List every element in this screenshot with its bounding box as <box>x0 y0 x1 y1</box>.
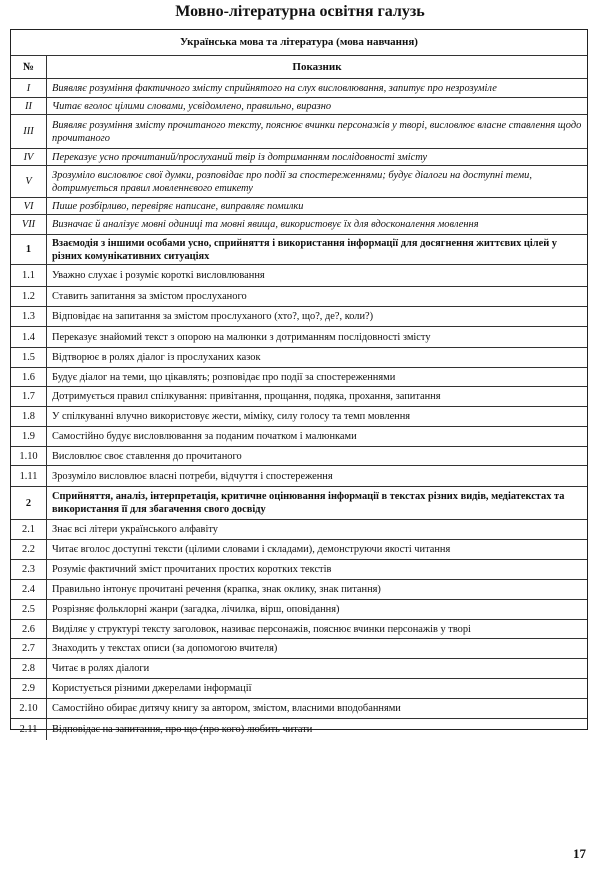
row-indicator: Переказує усно прочитаний/прослуханий твір із дотриманням послідовності змісту <box>52 151 428 163</box>
row-number: 1.3 <box>11 307 47 326</box>
row-number: VI <box>11 198 47 214</box>
row-indicator: Виявляє розуміння змісту прочитаного тексту, пояснює вчинки персонажів у творі, висловлює власне ставлення щодо прочитаного <box>52 119 582 144</box>
table-row <box>11 215 587 235</box>
table-row <box>11 447 587 466</box>
section-row <box>11 235 587 265</box>
table-row <box>11 699 587 719</box>
row-indicator: Читає в ролях діалоги <box>52 663 150 674</box>
row-indicator: Зрозуміло висловлює свої думки, розповідає про події за спостереженнями; будує діалоги на доступні теми, дотримується правил мовленнєвого етикету <box>52 169 532 194</box>
table-row <box>11 620 587 639</box>
row-indicator: Знаходить у текстах описи (за допомогою вчителя) <box>52 643 278 654</box>
row-indicator: Користується різними джерелами інформації <box>52 683 252 694</box>
row-number: 1.2 <box>11 287 47 306</box>
indicators-table <box>10 29 588 735</box>
table-row <box>11 427 587 447</box>
table-row <box>11 348 587 368</box>
row-number: V <box>11 166 47 197</box>
page-title: Мовно-літературна освітня галузь <box>175 3 425 20</box>
row-number: 1.11 <box>11 466 47 486</box>
subject-header: Українська мова та література (мова навчання) <box>11 30 587 56</box>
number-column-header: № <box>11 56 47 78</box>
table-body <box>11 79 587 740</box>
row-number: 2.7 <box>11 639 47 658</box>
table-row <box>11 149 587 166</box>
table-row <box>11 265 587 287</box>
table-row <box>11 287 587 307</box>
table-row <box>11 466 587 487</box>
row-indicator: Правильно інтонує прочитані речення (крапка, знак оклику, знак питання) <box>52 584 381 595</box>
row-number: 1.9 <box>11 427 47 446</box>
table-row <box>11 580 587 600</box>
row-indicator: Читає вголос доступні тексти (цілими словами і складами), демонструючи якості читання <box>52 544 451 555</box>
row-number: IV <box>11 149 47 165</box>
row-number: I <box>11 79 47 97</box>
row-number: 2.11 <box>11 719 47 740</box>
row-indicator: Виділяє у структурі тексту заголовок, називає персонажів, пояснює вчинки персонажів у творі <box>52 623 471 635</box>
page-number: 17 <box>573 846 586 861</box>
row-number: III <box>11 115 47 148</box>
row-indicator: Уважно слухає і розуміє короткі висловлювання <box>52 270 265 281</box>
row-indicator: Висловлює своє ставлення до прочитаного <box>52 450 242 462</box>
row-indicator: Виявляє розуміння фактичного змісту сприйнятого на слух висловлювання, запитує про незрозуміле <box>52 82 497 94</box>
row-indicator: Дотримується правил спілкування: привітання, прощання, подяка, прохання, запитання <box>52 391 441 402</box>
row-indicator: Визначає й аналізує мовні одиниці та мовні явища, використовує їх для вдосконалення мовлення <box>52 219 479 230</box>
row-number: 2.4 <box>11 580 47 599</box>
row-number: 2.5 <box>11 600 47 619</box>
row-indicator: Переказує знайомий текст з опорою на малюнки з дотриманням послідовності змісту <box>52 331 431 343</box>
row-number: II <box>11 98 47 114</box>
table-row <box>11 79 587 98</box>
row-number: 1 <box>11 235 47 264</box>
row-indicator: Самостійно будує висловлювання за поданим початком і малюнками <box>52 431 357 442</box>
row-number: 1.10 <box>11 447 47 465</box>
row-indicator: Відтворює в ролях діалог із прослуханих казок <box>52 352 261 363</box>
section-row <box>11 487 587 520</box>
row-number: 2 <box>11 487 47 519</box>
row-number: VII <box>11 215 47 234</box>
row-indicator: Ставить запитання за змістом прослуханого <box>52 291 247 302</box>
table-row <box>11 719 587 740</box>
row-number: 2.6 <box>11 620 47 638</box>
row-number: 1.8 <box>11 407 47 426</box>
table-row <box>11 115 587 149</box>
row-indicator: У спілкуванні влучно використовує жести, міміку, силу голосу та темп мовлення <box>52 411 411 422</box>
table-row <box>11 639 587 659</box>
row-number: 1.5 <box>11 348 47 367</box>
row-number: 1.7 <box>11 387 47 406</box>
table-row <box>11 98 587 115</box>
indicator-column-header: Показник <box>292 61 342 73</box>
row-number: 2.10 <box>11 699 47 718</box>
row-number: 1.4 <box>11 327 47 347</box>
table-row <box>11 679 587 699</box>
row-number: 2.1 <box>11 520 47 539</box>
row-indicator: Відповідає на запитання, про що (про кого) любить читати <box>52 724 313 735</box>
row-indicator: Розуміє фактичний зміст прочитаних простих коротких текстів <box>52 564 332 575</box>
table-row <box>11 520 587 540</box>
row-indicator: Відповідає на запитання за змістом прослуханого (хто?, що?, де?, коли?) <box>52 311 374 322</box>
row-indicator: Зрозуміло висловлює власні потреби, відчуття і спостереження <box>52 470 333 482</box>
table-row <box>11 600 587 620</box>
row-indicator: Сприйняття, аналіз, інтерпретація, критичне оцінювання інформації в текстах різних видів, медіатекстах та використання її для збагачення свого досвіду <box>52 491 565 515</box>
table-row <box>11 659 587 679</box>
table-row <box>11 368 587 387</box>
table-row <box>11 560 587 580</box>
table-row <box>11 540 587 560</box>
row-indicator: Знає всі літери українського алфавіту <box>52 524 218 535</box>
row-number: 2.8 <box>11 659 47 678</box>
row-indicator: Будує діалог на теми, що цікавлять; розповідає про події за спостереженнями <box>52 371 396 383</box>
row-number: 1.6 <box>11 368 47 386</box>
row-indicator: Взаємодія з іншими особами усно, сприйняття і використання інформації для досягнення життєвих цілей у різних комунікативних ситуаціях <box>52 237 557 262</box>
row-indicator: Розрізняє фольклорні жанри (загадка, лічилка, вірш, оповідання) <box>52 604 340 615</box>
row-number: 2.9 <box>11 679 47 698</box>
column-header-row <box>11 56 587 79</box>
table-row <box>11 387 587 407</box>
table-row <box>11 198 587 215</box>
table-row <box>11 307 587 327</box>
row-indicator: Пише розбірливо, перевіряє написане, виправляє помилки <box>52 200 304 212</box>
row-number: 1.1 <box>11 265 47 286</box>
table-row <box>11 407 587 427</box>
row-indicator: Читає вголос цілими словами, усвідомлено, правильно, виразно <box>52 100 332 112</box>
row-indicator: Самостійно обирає дитячу книгу за автором, змістом, власними вподобаннями <box>52 703 401 714</box>
row-number: 2.3 <box>11 560 47 579</box>
row-number: 2.2 <box>11 540 47 559</box>
table-row <box>11 327 587 348</box>
table-row <box>11 166 587 198</box>
